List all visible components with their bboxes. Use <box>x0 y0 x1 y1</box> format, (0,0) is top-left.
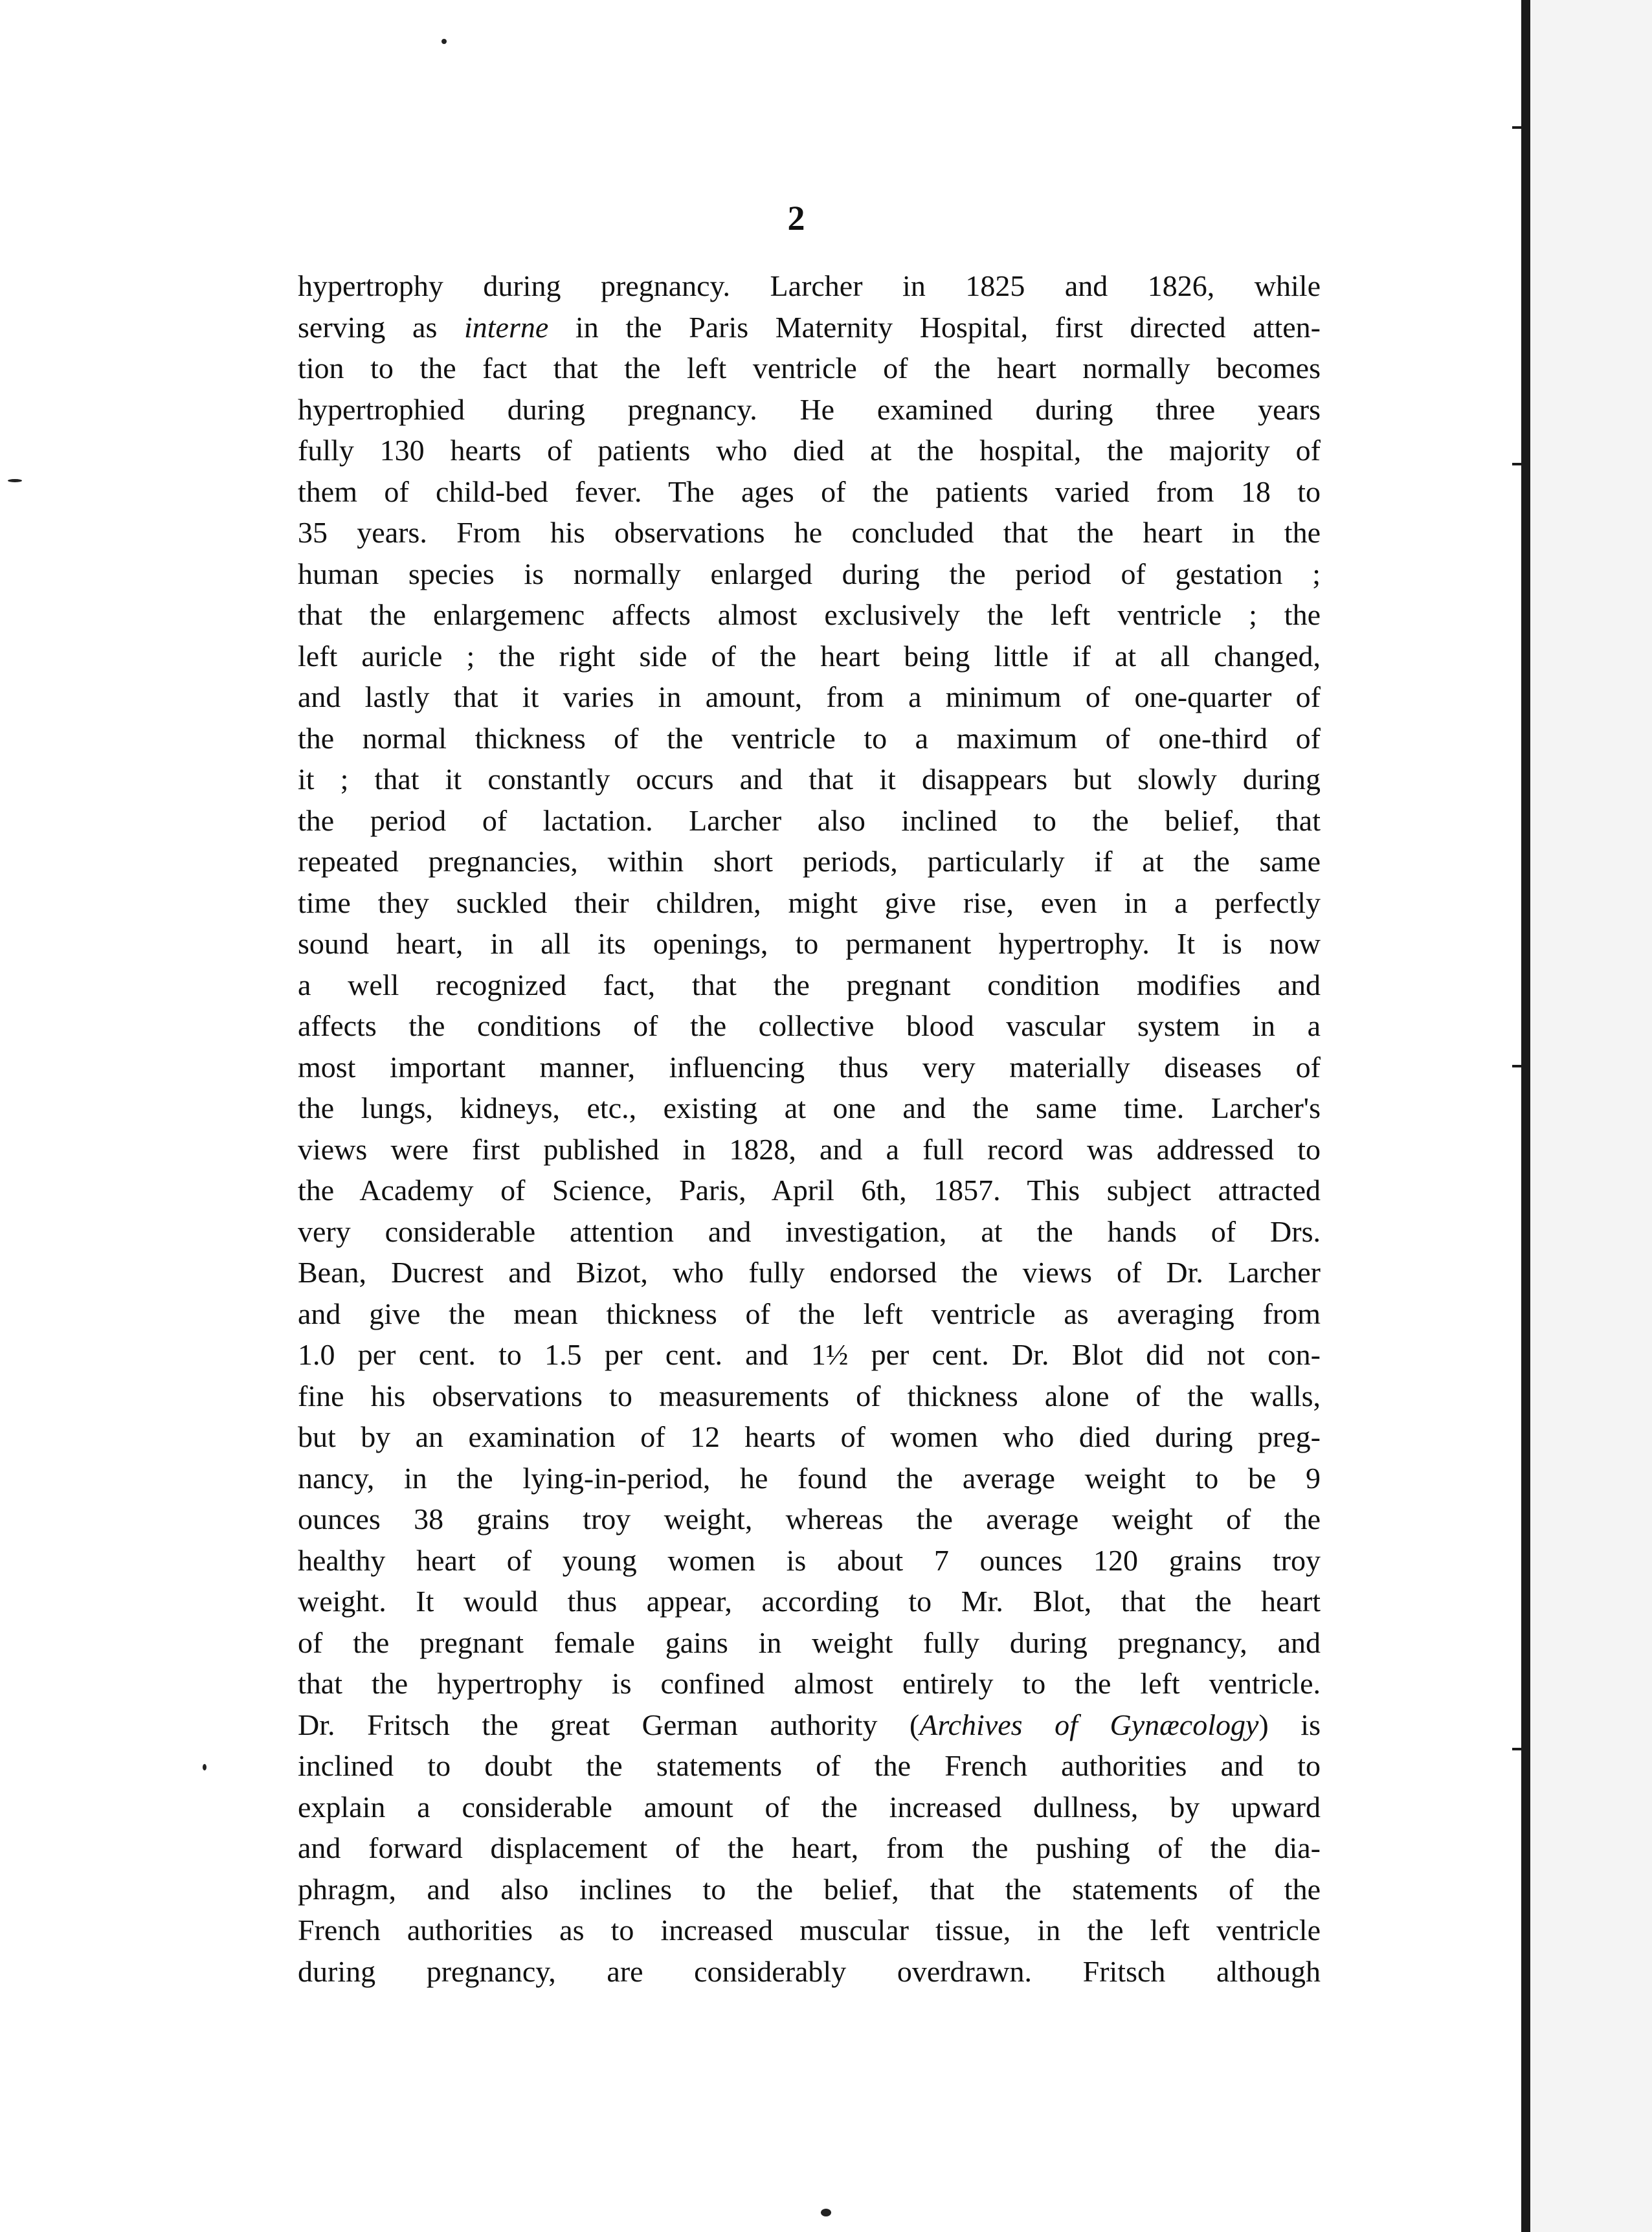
text-segment: explain a considerable amount of the increased dullness, by upward <box>298 1790 1321 1824</box>
text-line <box>298 1252 1321 1293</box>
text-line <box>298 307 1321 348</box>
text-line <box>298 800 1321 842</box>
page-right-edge <box>1521 0 1530 2232</box>
italic-text: interne <box>464 310 549 344</box>
text-line <box>298 1869 1321 1910</box>
text-segment: nancy, in the lying-in-period, he found the average weight to be 9 <box>298 1461 1321 1495</box>
text-segment: most important manner, influencing thus very materially diseases of <box>298 1050 1321 1084</box>
text-line <box>298 1088 1321 1129</box>
text-segment: inclined to doubt the statements of the French authorities and to <box>298 1749 1321 1782</box>
body-text <box>298 265 1321 1992</box>
text-segment: them of child-bed fever. The ages of the patients varied from 18 to <box>298 474 1321 508</box>
text-line <box>298 759 1321 800</box>
text-line <box>298 1376 1321 1417</box>
text-segment: and lastly that it varies in amount, from a minimum of one-quarter of <box>298 680 1321 713</box>
text-segment: tion to the fact that the left ventricle of the heart normally becomes <box>298 352 1321 385</box>
text-line <box>298 718 1321 759</box>
text-line <box>298 923 1321 965</box>
text-line <box>298 1416 1321 1458</box>
text-line <box>298 1047 1321 1088</box>
scan-speck <box>203 1764 206 1770</box>
text-line <box>298 1951 1321 1992</box>
text-segment: it ; that it constantly occurs and that it disappears but slowly during <box>298 763 1321 796</box>
text-line <box>298 1622 1321 1664</box>
text-line <box>298 1334 1321 1376</box>
text-line <box>298 1211 1321 1253</box>
text-segment: 35 years. From his observations he concluded that the heart in the <box>298 516 1321 549</box>
text-segment: phragm, and also inclines to the belief, that the statements of the <box>298 1872 1321 1906</box>
text-line <box>298 553 1321 595</box>
text-segment: ) is <box>1258 1708 1321 1741</box>
text-line <box>298 1827 1321 1869</box>
text-line <box>298 1005 1321 1047</box>
text-line <box>298 1910 1321 1951</box>
text-segment: sound heart, in all its openings, to permanent hypertrophy. It is now <box>298 927 1321 960</box>
text-segment: hypertrophy during pregnancy. Larcher in 1825 and 1826, while <box>298 269 1321 302</box>
text-segment: the Academy of Science, Paris, April 6th, 1857. This subject attracted <box>298 1174 1321 1207</box>
text-segment: serving as <box>298 310 464 344</box>
scan-speck <box>8 479 22 482</box>
text-segment: Bean, Ducrest and Bizot, who fully endorsed the views of Dr. Larcher <box>298 1256 1321 1289</box>
scan-speck <box>441 39 447 44</box>
text-line <box>298 512 1321 553</box>
text-segment: fully 130 hearts of patients who died at the hospital, the majority of <box>298 434 1321 467</box>
text-segment: during pregnancy, are considerably overdrawn. Fritsch although <box>298 1954 1321 1988</box>
text-segment: views were first published in 1828, and a full record was addressed to <box>298 1132 1321 1166</box>
text-segment: healthy heart of young women is about 7 ounces 120 grains troy <box>298 1543 1321 1577</box>
text-line <box>298 676 1321 718</box>
text-segment: affects the conditions of the collective blood vascular system in a <box>298 1009 1321 1042</box>
text-line <box>298 841 1321 882</box>
text-line <box>298 471 1321 513</box>
text-segment: the lungs, kidneys, etc., existing at one and the same time. Larcher's <box>298 1091 1321 1124</box>
scan-speck <box>821 2209 831 2216</box>
text-line <box>298 1293 1321 1335</box>
text-segment: fine his observations to measurements of thickness alone of the walls, <box>298 1379 1321 1412</box>
text-line <box>298 1129 1321 1170</box>
text-segment: hypertrophied during pregnancy. He examined during three years <box>298 392 1321 426</box>
text-segment: the period of lactation. Larcher also inclined to the belief, that <box>298 803 1321 837</box>
text-line <box>298 1745 1321 1787</box>
text-segment: in the Paris Maternity Hospital, first directed atten- <box>548 310 1321 344</box>
text-segment: human species is normally enlarged during the period of gestation ; <box>298 557 1321 590</box>
text-line <box>298 1704 1321 1746</box>
page-right-margin <box>1530 0 1652 2232</box>
text-line <box>298 348 1321 389</box>
text-segment: of the pregnant female gains in weight fully during pregnancy, and <box>298 1625 1321 1659</box>
text-line <box>298 1499 1321 1540</box>
text-line <box>298 430 1321 471</box>
text-segment: time they suckled their children, might give rise, even in a perfectly <box>298 886 1321 919</box>
text-line <box>298 1581 1321 1622</box>
text-line <box>298 594 1321 636</box>
edge-mark <box>1512 126 1529 129</box>
text-segment: repeated pregnancies, within short periods, particularly if at the same <box>298 845 1321 878</box>
italic-text: Archives of Gynæcology <box>919 1708 1259 1741</box>
text-segment: French authorities as to increased muscular tissue, in the left ventricle <box>298 1914 1321 1947</box>
text-segment: and give the mean thickness of the left ventricle as averaging from <box>298 1297 1321 1330</box>
text-line <box>298 965 1321 1006</box>
text-segment: 1.0 per cent. to 1.5 per cent. and 1½ per cent. Dr. Blot did not con- <box>298 1338 1321 1371</box>
text-line <box>298 882 1321 924</box>
text-segment: that the hypertrophy is confined almost entirely to the left ventricle. <box>298 1667 1321 1700</box>
edge-mark <box>1512 463 1529 465</box>
text-line <box>298 389 1321 430</box>
text-line <box>298 1540 1321 1581</box>
text-line <box>298 1787 1321 1828</box>
text-segment: that the enlargemenc affects almost exclusively the left ventricle ; the <box>298 598 1321 631</box>
text-segment: weight. It would thus appear, according to Mr. Blot, that the heart <box>298 1585 1321 1618</box>
text-line <box>298 265 1321 307</box>
page-number: 2 <box>787 199 805 238</box>
edge-mark <box>1512 1748 1529 1750</box>
text-line <box>298 1663 1321 1704</box>
text-line <box>298 636 1321 677</box>
edge-mark <box>1512 1065 1529 1067</box>
text-segment: the normal thickness of the ventricle to a maximum of one-third of <box>298 721 1321 755</box>
text-segment: Dr. Fritsch the great German authority ( <box>298 1708 920 1741</box>
text-segment: left auricle ; the right side of the heart being little if at all changed, <box>298 639 1321 673</box>
text-segment: very considerable attention and investigation, at the hands of Drs. <box>298 1214 1321 1248</box>
text-segment: but by an examination of 12 hearts of women who died during preg- <box>298 1420 1321 1453</box>
text-segment: ounces 38 grains troy weight, whereas the average weight of the <box>298 1502 1321 1535</box>
text-line <box>298 1170 1321 1211</box>
text-segment: and forward displacement of the heart, from the pushing of the dia- <box>298 1831 1321 1864</box>
text-segment: a well recognized fact, that the pregnant condition modifies and <box>298 968 1321 1001</box>
text-line <box>298 1458 1321 1499</box>
